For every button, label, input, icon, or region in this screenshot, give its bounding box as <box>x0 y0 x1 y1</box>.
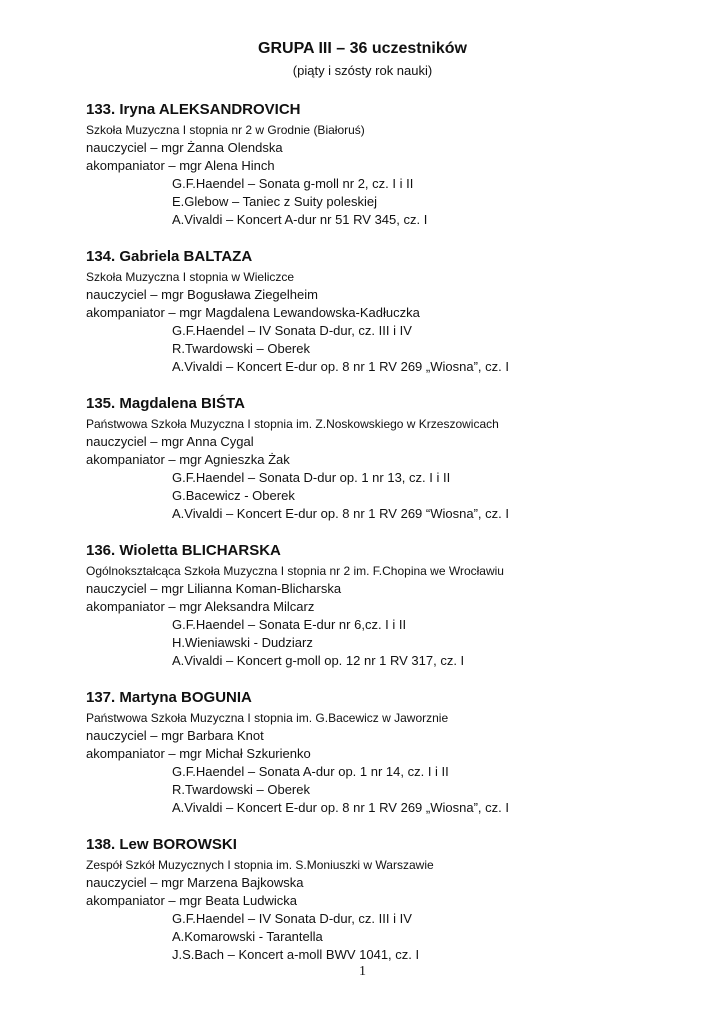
participant-name: 136. Wioletta BLICHARSKA <box>86 542 281 559</box>
page-title: GRUPA III – 36 uczestników <box>258 40 467 57</box>
participant-name: 137. Martyna BOGUNIA <box>86 689 252 706</box>
repertoire-piece: A.Vivaldi – Koncert E-dur op. 8 nr 1 RV 269 „Wiosna”, cz. I <box>172 800 509 815</box>
repertoire-piece: G.F.Haendel – IV Sonata D-dur, cz. III i IV <box>172 323 412 338</box>
participant-accompanist: akompaniator – mgr Alena Hinch <box>86 158 275 173</box>
participant-accompanist: akompaniator – mgr Aleksandra Milcarz <box>86 599 315 614</box>
participant-name: 135. Magdalena BIŚTA <box>86 395 245 412</box>
page-header <box>0 38 725 80</box>
participant-name: 138. Lew BOROWSKI <box>86 836 237 853</box>
repertoire-list <box>86 763 706 817</box>
repertoire-list <box>86 910 706 964</box>
participant-teacher: nauczyciel – mgr Bogusława Ziegelheim <box>86 287 318 302</box>
repertoire-piece: G.Bacewicz - Oberek <box>172 488 295 503</box>
participant-entry <box>86 541 706 670</box>
repertoire-piece: A.Vivaldi – Koncert g-moll op. 12 nr 1 RV 317, cz. I <box>172 653 465 668</box>
repertoire-piece: H.Wieniawski - Dudziarz <box>172 635 313 650</box>
repertoire-piece: G.F.Haendel – Sonata A-dur op. 1 nr 14, cz. I i II <box>172 764 449 779</box>
repertoire-piece: R.Twardowski – Oberek <box>172 341 310 356</box>
participant-school: Państwowa Szkoła Muzyczna I stopnia im. G.Bacewicz w Jaworznie <box>86 711 449 725</box>
participant-teacher: nauczyciel – mgr Barbara Knot <box>86 728 264 743</box>
participant-teacher: nauczyciel – mgr Anna Cygal <box>86 434 254 449</box>
participant-accompanist: akompaniator – mgr Agnieszka Żak <box>86 452 290 467</box>
repertoire-piece: G.F.Haendel – Sonata D-dur op. 1 nr 13, cz. I i II <box>172 470 451 485</box>
repertoire-piece: A.Komarowski - Tarantella <box>172 929 323 944</box>
participant-list <box>86 100 706 982</box>
repertoire-list <box>86 469 706 523</box>
participant-teacher: nauczyciel – mgr Lilianna Koman-Blicharska <box>86 581 342 596</box>
repertoire-list <box>86 616 706 670</box>
participant-accompanist: akompaniator – mgr Beata Ludwicka <box>86 893 298 908</box>
participant-teacher: nauczyciel – mgr Marzena Bajkowska <box>86 875 304 890</box>
repertoire-piece: J.S.Bach – Koncert a-moll BWV 1041, cz. I <box>172 947 420 962</box>
participant-entry <box>86 394 706 523</box>
participant-accompanist: akompaniator – mgr Magdalena Lewandowska-Kadłuczka <box>86 305 420 320</box>
repertoire-list <box>86 175 706 229</box>
participant-school: Szkoła Muzyczna I stopnia nr 2 w Grodnie (Białoruś) <box>86 123 365 137</box>
participant-name: 133. Iryna ALEKSANDROVICH <box>86 101 301 118</box>
repertoire-piece: G.F.Haendel – Sonata g-moll nr 2, cz. I i II <box>172 176 414 191</box>
participant-entry <box>86 688 706 817</box>
participant-school: Szkoła Muzyczna I stopnia w Wieliczce <box>86 270 295 284</box>
participant-school: Ogólnokształcąca Szkoła Muzyczna I stopnia nr 2 im. F.Chopina we Wrocławiu <box>86 564 504 578</box>
repertoire-piece: E.Glebow – Taniec z Suity poleskiej <box>172 194 377 209</box>
repertoire-piece: G.F.Haendel – IV Sonata D-dur, cz. III i IV <box>172 911 412 926</box>
repertoire-piece: G.F.Haendel – Sonata E-dur nr 6,cz. I i II <box>172 617 407 632</box>
participant-accompanist: akompaniator – mgr Michał Szkurienko <box>86 746 311 761</box>
participant-school: Zespół Szkół Muzycznych I stopnia im. S.Moniuszki w Warszawie <box>86 858 434 872</box>
repertoire-piece: A.Vivaldi – Koncert A-dur nr 51 RV 345, cz. I <box>172 212 428 227</box>
repertoire-piece: A.Vivaldi – Koncert E-dur op. 8 nr 1 RV 269 “Wiosna”, cz. I <box>172 506 509 521</box>
page-subtitle: (piąty i szósty rok nauki) <box>292 63 433 78</box>
repertoire-piece: A.Vivaldi – Koncert E-dur op. 8 nr 1 RV 269 „Wiosna”, cz. I <box>172 359 509 374</box>
page-number: 1 <box>359 964 366 979</box>
participant-entry <box>86 100 706 229</box>
repertoire-list <box>86 322 706 376</box>
participant-teacher: nauczyciel – mgr Żanna Olendska <box>86 140 283 155</box>
participant-name: 134. Gabriela BALTAZA <box>86 248 253 265</box>
participant-entry <box>86 835 706 964</box>
participant-school: Państwowa Szkoła Muzyczna I stopnia im. Z.Noskowskiego w Krzeszowicach <box>86 417 499 431</box>
repertoire-piece: R.Twardowski – Oberek <box>172 782 310 797</box>
participant-entry <box>86 247 706 376</box>
